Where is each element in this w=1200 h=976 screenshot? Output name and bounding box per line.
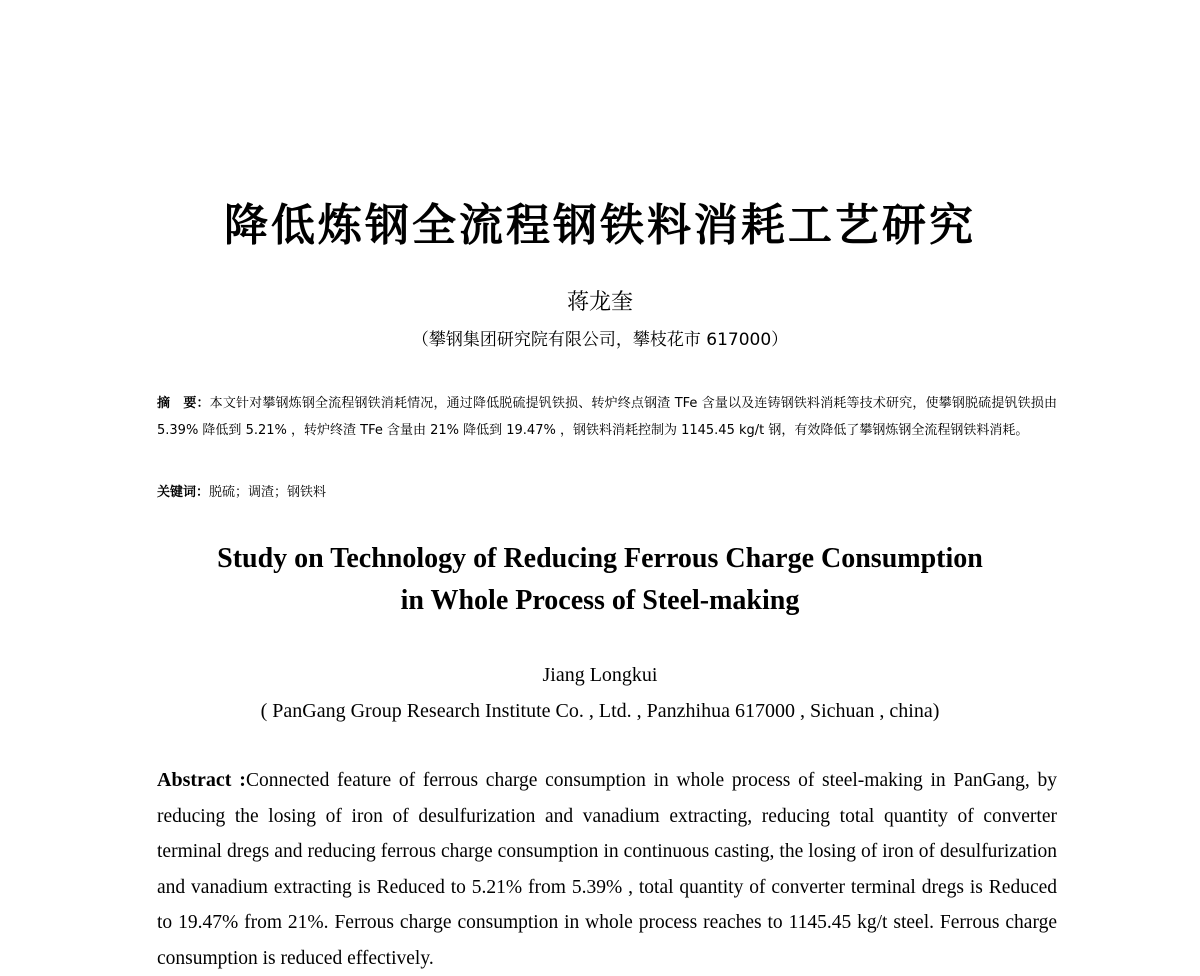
- english-abstract-label: Abstract :: [157, 769, 246, 791]
- english-affiliation: ( PanGang Group Research Institute Co. , Ltd. , Panzhihua 617000 , Sichuan , china): [260, 700, 940, 722]
- chinese-keywords-label: 关键词：: [157, 485, 210, 500]
- chinese-abstract: [157, 390, 1057, 444]
- chinese-abstract-label: 摘 要：: [157, 396, 210, 411]
- chinese-author: 蒋龙奎: [566, 290, 633, 315]
- english-title-line-2: in Whole Process of Steel-making: [400, 585, 800, 616]
- english-abstract-text: Connected feature of ferrous charge consumption in whole process of steel-making in PanGang, by reducing the losing of iron of desulfurization and vanadium extracting, reducing total quantity of converter terminal dregs and reducing ferrous charge consumption in continuous casting, the losing of iron of desulfurization and vanadium extracting is Reduced to 5.21% from 5.39% , total quantity of converter terminal dregs is Reduced to 19.47% from 21%. Ferrous charge consumption in whole process reaches to 1145.45 kg/t steel. Ferrous charge consumption is reduced effectively.: [157, 770, 1057, 969]
- chinese-affiliation: （攀钢集团研究院有限公司，攀枝花市 617000）: [411, 330, 789, 350]
- english-title: [0, 538, 1200, 622]
- english-title-line-1: Study on Technology of Reducing Ferrous Charge Consumption: [217, 543, 983, 574]
- chinese-keywords: [157, 479, 1057, 506]
- english-author: Jiang Longkui: [542, 664, 658, 686]
- english-abstract: [157, 763, 1057, 976]
- chinese-keywords-text: 脱硫；调渣；钢铁料: [209, 485, 327, 500]
- chinese-abstract-text: 本文针对攀钢炼钢全流程钢铁消耗情况，通过降低脱硫提钒铁损、转炉终点钢渣 TFe 含量以及连铸钢铁料消耗等技术研究，使攀钢脱硫提钒铁损由 5.39% 降低到 5.21% ，转炉终渣 TFe 含量由 21% 降低到 19.47% ，钢铁料消耗控制为 1145.45 kg/t 钢，有效降低了攀钢炼钢全流程钢铁料消耗。: [157, 396, 1057, 438]
- chinese-title: 降低炼钢全流程钢铁料消耗工艺研究: [224, 200, 976, 251]
